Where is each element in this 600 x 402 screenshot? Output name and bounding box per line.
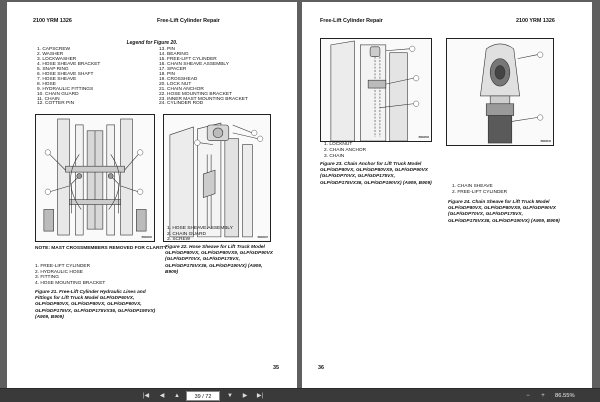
legend-item: 1. CAPSCREW bbox=[37, 47, 71, 52]
legend-item: 16. CHAIN SHEAVE ASSEMBLY bbox=[159, 61, 229, 67]
legend-item: 1. FREE-LIFT CYLINDER bbox=[35, 264, 91, 269]
legend-item: 19. CROSSHEAD bbox=[159, 76, 198, 82]
page-36 bbox=[302, 2, 592, 388]
viewer-toolbar bbox=[0, 388, 600, 402]
legend-item: 24. CYLINDER ROD bbox=[159, 101, 204, 107]
figure-22-illustration bbox=[163, 114, 271, 242]
legend-item: 18. PIN bbox=[159, 71, 175, 77]
legend-item: 1. HOSE SHEAVE ASSEMBLY bbox=[167, 226, 233, 231]
zoom-out-icon[interactable]: − bbox=[526, 393, 530, 399]
legend-item: 2. FREE-LIFT CYLINDER bbox=[452, 189, 508, 195]
page-down-icon[interactable]: ▼ bbox=[227, 393, 233, 399]
legend-item: 15. FREE-LIFT CYLINDER bbox=[159, 56, 217, 62]
hose-sheave-drawing bbox=[164, 115, 270, 241]
legend-item: 23. INNER MAST MOUNTING BRACKET bbox=[159, 96, 248, 102]
legend-item: 9. HYDRAULIC FITTINGS bbox=[37, 86, 94, 92]
figure-21-code: BM03000 bbox=[141, 236, 152, 239]
page-35 bbox=[7, 2, 297, 388]
page-number: 35 bbox=[273, 365, 279, 371]
page-number-input[interactable]: 39 / 72 bbox=[186, 391, 220, 401]
zoom-level[interactable]: 86.55% bbox=[555, 393, 575, 399]
page-header-right: Free-Lift Cylinder Repair bbox=[157, 18, 220, 24]
page-header-right: 2100 YRM 1326 bbox=[516, 18, 555, 24]
figure-24-caption: Figure 24. Chain Sheave for Lift Truck Model GLP/GDP80VX, GLP/GDP80VX9, GLP/GDP90VX (GLP/GDP70VX, GLP/GDP175VX, GLP/GDP175VX36, GLP/GDP190VX) (A909, B909) bbox=[448, 200, 560, 224]
legend-item: 6. HOSE SHEAVE SHAFT bbox=[37, 71, 94, 77]
page-number: 36 bbox=[318, 365, 324, 371]
legend-item: 1. CHAIN SHEAVE bbox=[452, 184, 493, 189]
legend-item: 21. CHAIN ANCHOR bbox=[159, 86, 204, 92]
figure-21-caption: Figure 21. Free-Lift Cylinder Hydraulic Lines and Fittings for Lift Truck Model GLP/GDP60VX, GLP/GDP80VX, GLP/GDP80VX, GLP/GDP90VX, GLP/GDP175VX, GLP/GDP175VX36, GLP/GDP190VX) (A909, B909) bbox=[35, 290, 156, 320]
page-header-left: 2100 YRM 1326 bbox=[33, 18, 72, 24]
legend-item: 14. BEARING bbox=[159, 51, 189, 57]
last-page-icon[interactable]: ▶| bbox=[256, 393, 264, 399]
mast-hydraulic-lines-drawing bbox=[36, 115, 154, 241]
legend-item: 2. CHAIN GUARD bbox=[167, 231, 206, 237]
legend-item: 17. SPACER bbox=[159, 66, 187, 72]
legend-item: 5. SNAP RING bbox=[37, 66, 69, 72]
chain-sheave-drawing bbox=[447, 39, 553, 145]
legend-item: 1. LOCKNUT bbox=[324, 142, 353, 147]
legend-item: 3. FITTING bbox=[35, 275, 59, 281]
legend-item: 11. CHAIN bbox=[37, 96, 60, 102]
page-header-left: Free-Lift Cylinder Repair bbox=[320, 18, 383, 24]
legend-item: 22. HOSE MOUNTING BRACKET bbox=[159, 91, 233, 97]
legend-item: 4. HOSE MOUNTING BRACKET bbox=[35, 281, 106, 287]
legend-item: 8. HOSE bbox=[37, 81, 56, 87]
figure-24-legend bbox=[452, 184, 507, 196]
prev-page-icon[interactable]: ◀ bbox=[159, 393, 165, 399]
legend-item: 4. HOSE SHEAVE BRACKET bbox=[37, 61, 101, 67]
legend-item: 2. HYDRAULIC HOSE bbox=[35, 269, 83, 275]
figure-24-illustration bbox=[446, 38, 554, 146]
legend-title: Legend for Figure 20. bbox=[126, 40, 178, 46]
first-page-icon[interactable]: |◀ bbox=[142, 393, 150, 399]
page-up-icon[interactable]: ▲ bbox=[174, 393, 180, 399]
figure-23-code: BM03006 bbox=[418, 136, 429, 139]
legend-column-2 bbox=[159, 48, 248, 107]
legend-item: 2. WASHER bbox=[37, 51, 64, 57]
legend-item: 20. LOCK NUT bbox=[159, 81, 192, 87]
figure-22-code: BM03307 bbox=[257, 236, 268, 239]
legend-item: 12. COTTER PIN bbox=[37, 101, 75, 107]
figure-24-code: BM03044 bbox=[540, 140, 551, 143]
legend-item: 3. SCREW bbox=[167, 237, 191, 243]
figure-21-illustration bbox=[35, 114, 155, 242]
legend-item: 3. CHAIN bbox=[324, 153, 345, 159]
legend-item: 7. HOSE SHEAVE bbox=[37, 76, 77, 82]
legend-item: 13. PIN bbox=[159, 47, 175, 52]
legend-column-1 bbox=[37, 48, 100, 107]
figure-22-legend bbox=[167, 226, 233, 243]
legend-item: 3. LOCKWASHER bbox=[37, 56, 77, 62]
mast-note: NOTE: MAST CROSSMEMBERS REMOVED FOR CLARITY. bbox=[35, 246, 168, 251]
figure-23-legend bbox=[324, 142, 366, 159]
legend-item: 10. CHAIN GUARD bbox=[37, 91, 79, 97]
figure-21-legend bbox=[35, 264, 105, 287]
figure-22-caption: Figure 22. Hose Sheave for Lift Truck Model GLP/GDP80VX, GLP/GDP80VX9, GLP/GDP90VX (GLP/GDP70VX, GLP/GDP175VX, GLP/GDP175VX36, GLP/GDP190VX) (A909, B909) bbox=[165, 245, 273, 275]
figure-23-caption: Figure 23. Chain Anchor for Lift Truck Model GLP/GDP80VX, GLP/GDP80VX9, GLP/GDP90VX (GLP/GDP70VX, GLP/GDP175VX, GLP/GDP175VX36, GLP/GDP190VX) (A909, B909) bbox=[320, 162, 432, 186]
chain-anchor-drawing bbox=[321, 39, 431, 141]
zoom-in-icon[interactable]: + bbox=[541, 393, 545, 399]
figure-23-illustration bbox=[320, 38, 432, 142]
next-page-icon[interactable]: ▶ bbox=[242, 393, 248, 399]
legend-item: 2. CHAIN ANCHOR bbox=[324, 147, 367, 153]
